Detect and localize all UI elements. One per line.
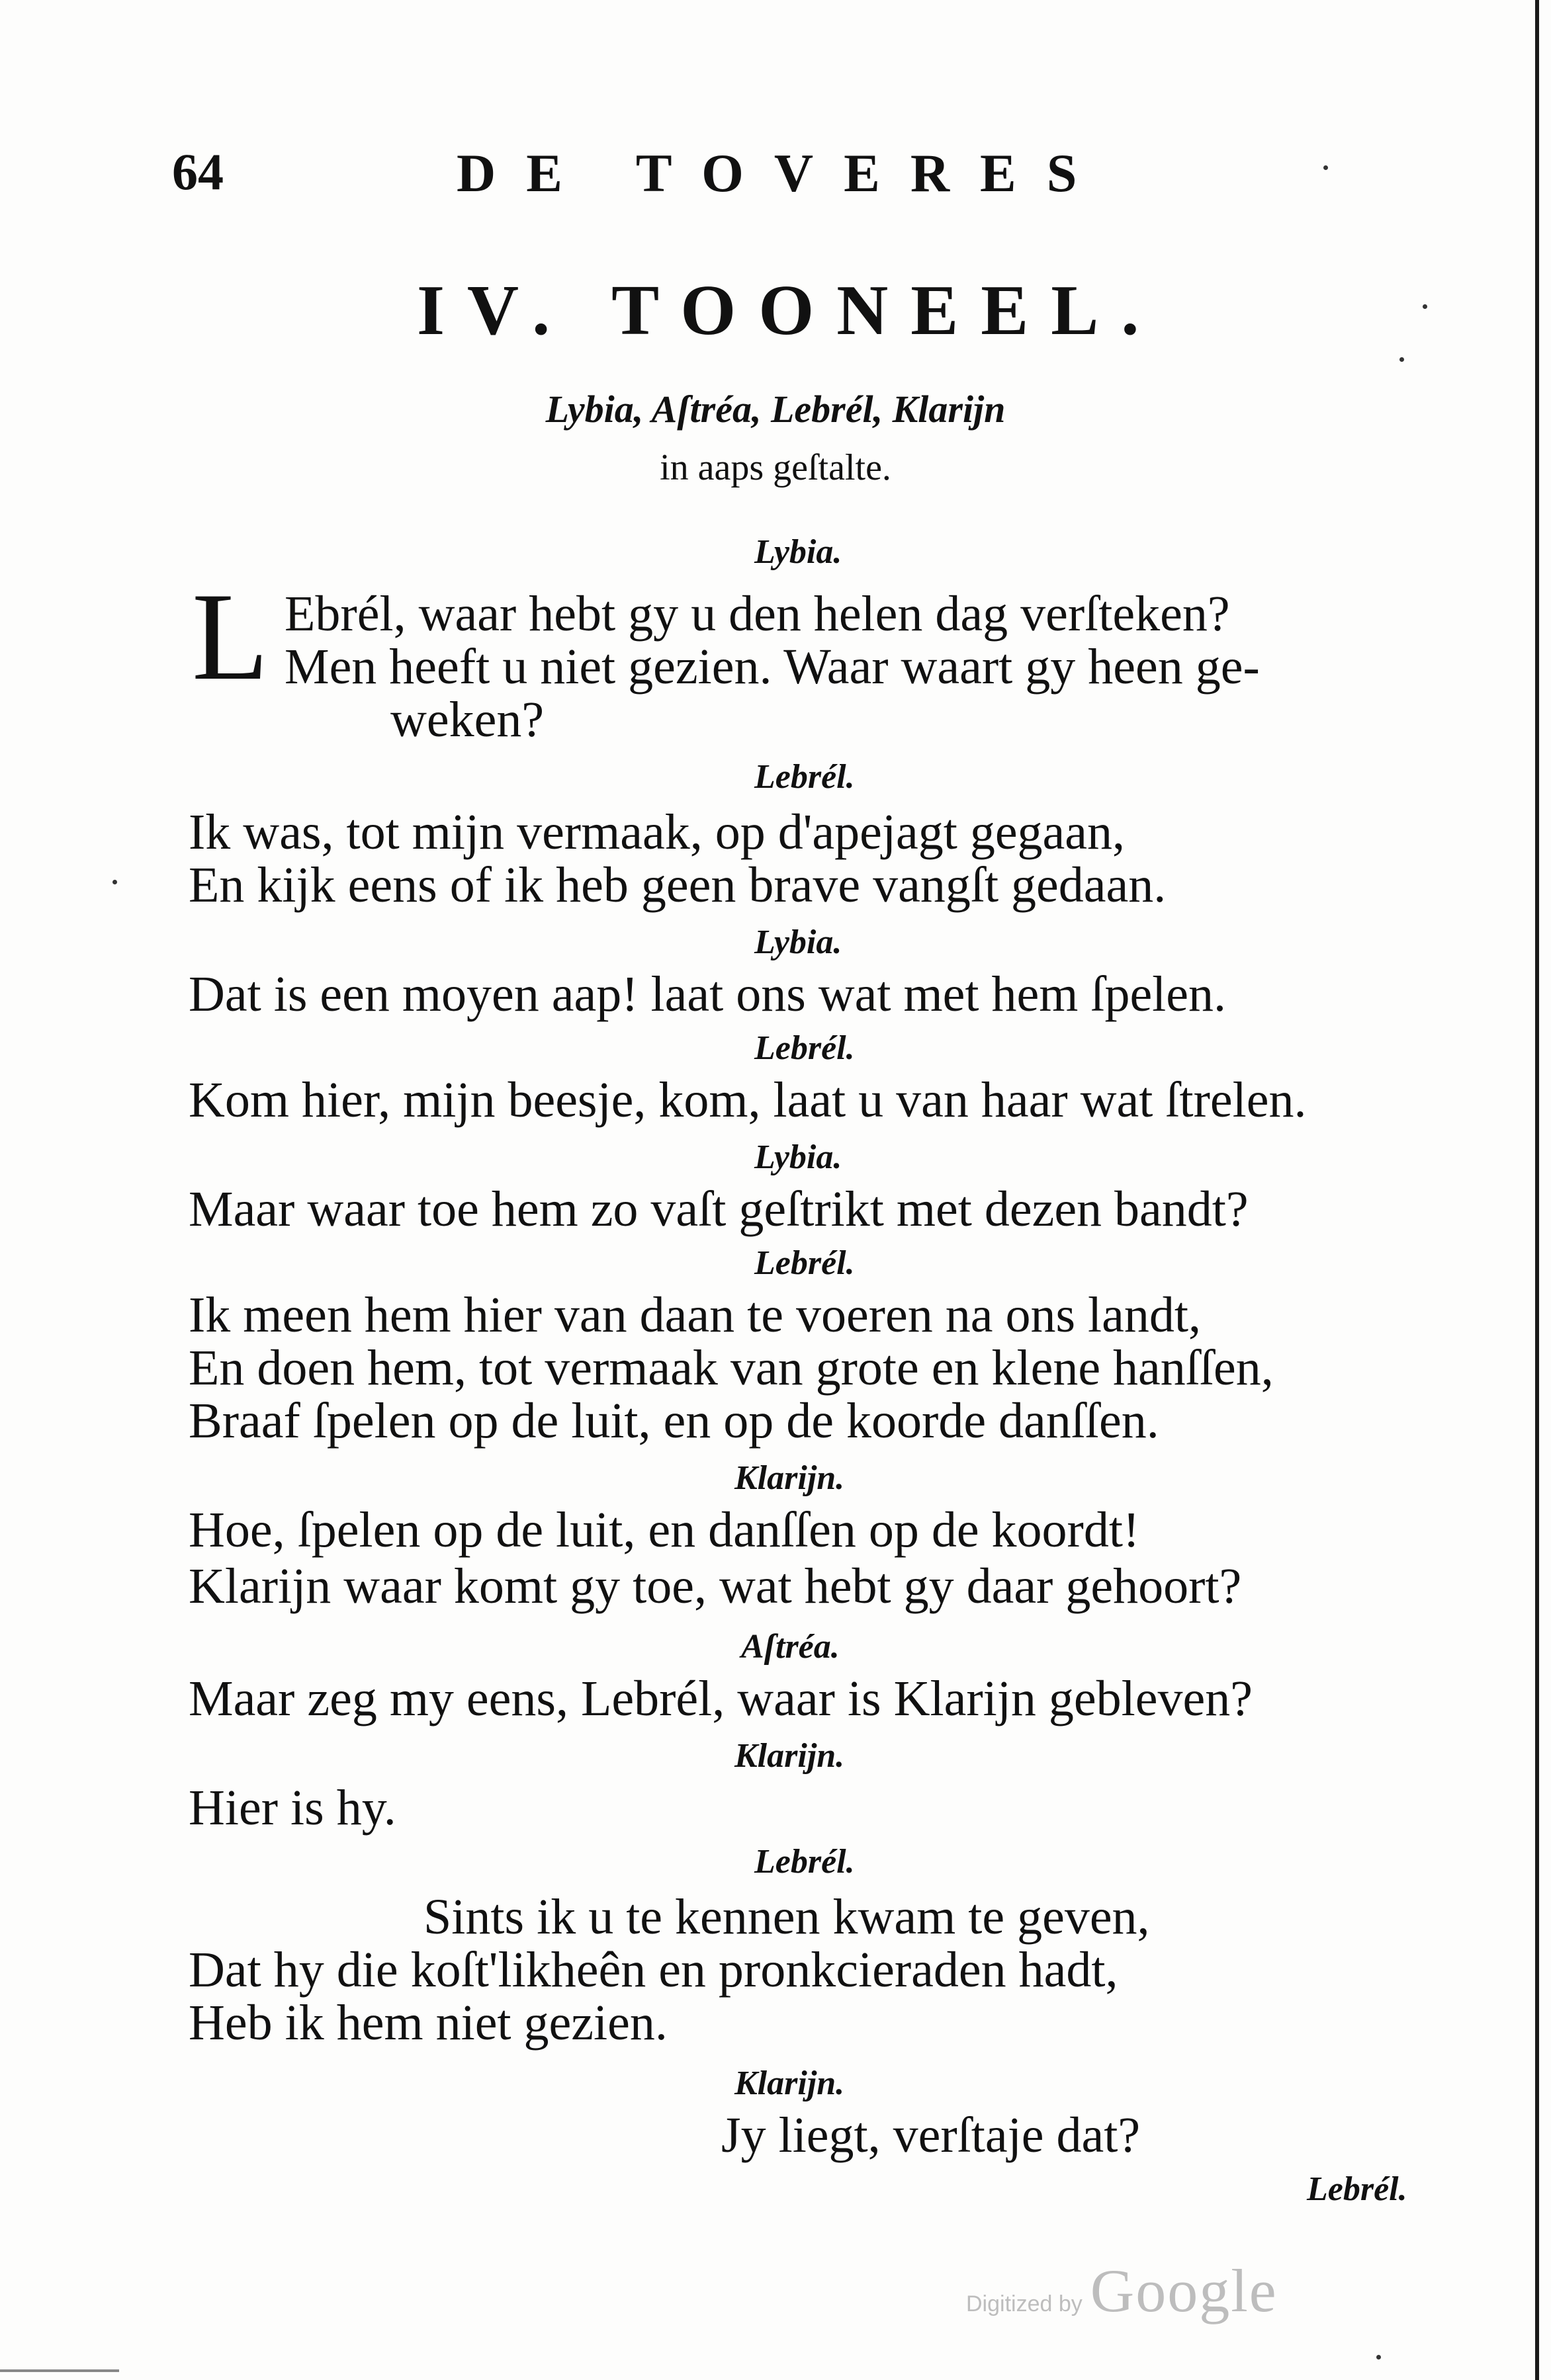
verse-line: Kom hier, mijn beesje, kom, laat u van haar wat ſtrelen.	[189, 1072, 1307, 1128]
verse-line: Ik meen hem hier van daan te voeren na ons landt,	[189, 1287, 1201, 1343]
cast-note: in aaps geſtalte.	[660, 447, 891, 488]
verse-line: Klarijn waar komt gy toe, wat hebt gy daar gehoort?	[189, 1558, 1242, 1614]
speaker-label: Lebrél.	[754, 1843, 855, 1881]
scene-title: IV. TOONEEL.	[417, 271, 1162, 350]
verse-line: En doen hem, tot vermaak van grote en klene hanſſen,	[189, 1340, 1274, 1396]
speaker-label: Klarijn.	[734, 2064, 845, 2102]
speaker-label: Aſtréa.	[741, 1628, 840, 1666]
google-logo: Google	[1090, 2257, 1278, 2324]
ink-speck	[1399, 357, 1404, 362]
verse-line: Dat hy die koſt'likheên en pronkcieraden hadt,	[189, 1942, 1118, 1998]
cast-list: Lybia, Aſtréa, Lebrél, Klarijn	[545, 388, 1006, 431]
ink-speck	[1323, 165, 1328, 170]
running-head: DE TOVERES	[457, 143, 1108, 203]
speaker-label: Lybia.	[754, 533, 842, 571]
verse-line: Dat is een moyen aap! laat ons wat met hem ſpelen.	[189, 966, 1227, 1022]
verse-line: Braaf ſpelen op de luit, en op de koorde danſſen.	[189, 1393, 1159, 1449]
verse-line: Hier is hy.	[189, 1780, 396, 1836]
speaker-label: Lebrél.	[754, 1029, 855, 1067]
page-edge-shadow	[1535, 0, 1539, 2380]
speaker-label: Klarijn.	[734, 1459, 845, 1497]
verse-line: Ik was, tot mijn vermaak, op d'apejagt gegaan,	[189, 804, 1126, 860]
watermark-prefix: Digitized by	[966, 2291, 1083, 2316]
ink-speck	[112, 880, 117, 884]
speaker-label: Lybia.	[754, 923, 842, 961]
speaker-label: Lybia.	[754, 1138, 842, 1176]
ink-speck	[1376, 2355, 1381, 2359]
page-header	[0, 142, 1551, 215]
verse-line: weken?	[390, 692, 545, 747]
verse-line: Maar waar toe hem zo vaſt geſtrikt met dezen bandt?	[189, 1181, 1249, 1237]
page-bottom-rule	[0, 2369, 119, 2372]
speaker-label: Lebrél.	[754, 758, 855, 796]
verse-line: Maar zeg my eens, Lebrél, waar is Klarijn gebleven?	[189, 1671, 1253, 1726]
ink-speck	[1423, 304, 1427, 309]
verse-line: Hoe, ſpelen op de luit, en danſſen op de koordt!	[189, 1502, 1140, 1558]
verse-line: Jy liegt, verſtaje dat?	[721, 2107, 1141, 2163]
verse-line: Heb ik hem niet gezien.	[189, 1995, 668, 2051]
verse-line: En kijk eens of ik heb geen brave vangſt gedaan.	[189, 857, 1167, 913]
page-number: 64	[172, 143, 224, 200]
verse-line: Men heeft u niet gezien. Waar waart gy heen ge-	[285, 639, 1260, 695]
speaker-label: Lebrél.	[754, 1244, 855, 1282]
digitized-watermark	[966, 2256, 1278, 2326]
drop-cap: L	[192, 568, 269, 706]
speaker-label: Klarijn.	[734, 1737, 845, 1775]
catchword: Lebrél.	[1307, 2170, 1407, 2208]
verse-line: Ebrél, waar hebt gy u den helen dag verſteken?	[285, 586, 1230, 642]
verse-line: Sints ik u te kennen kwam te geven,	[423, 1889, 1150, 1945]
